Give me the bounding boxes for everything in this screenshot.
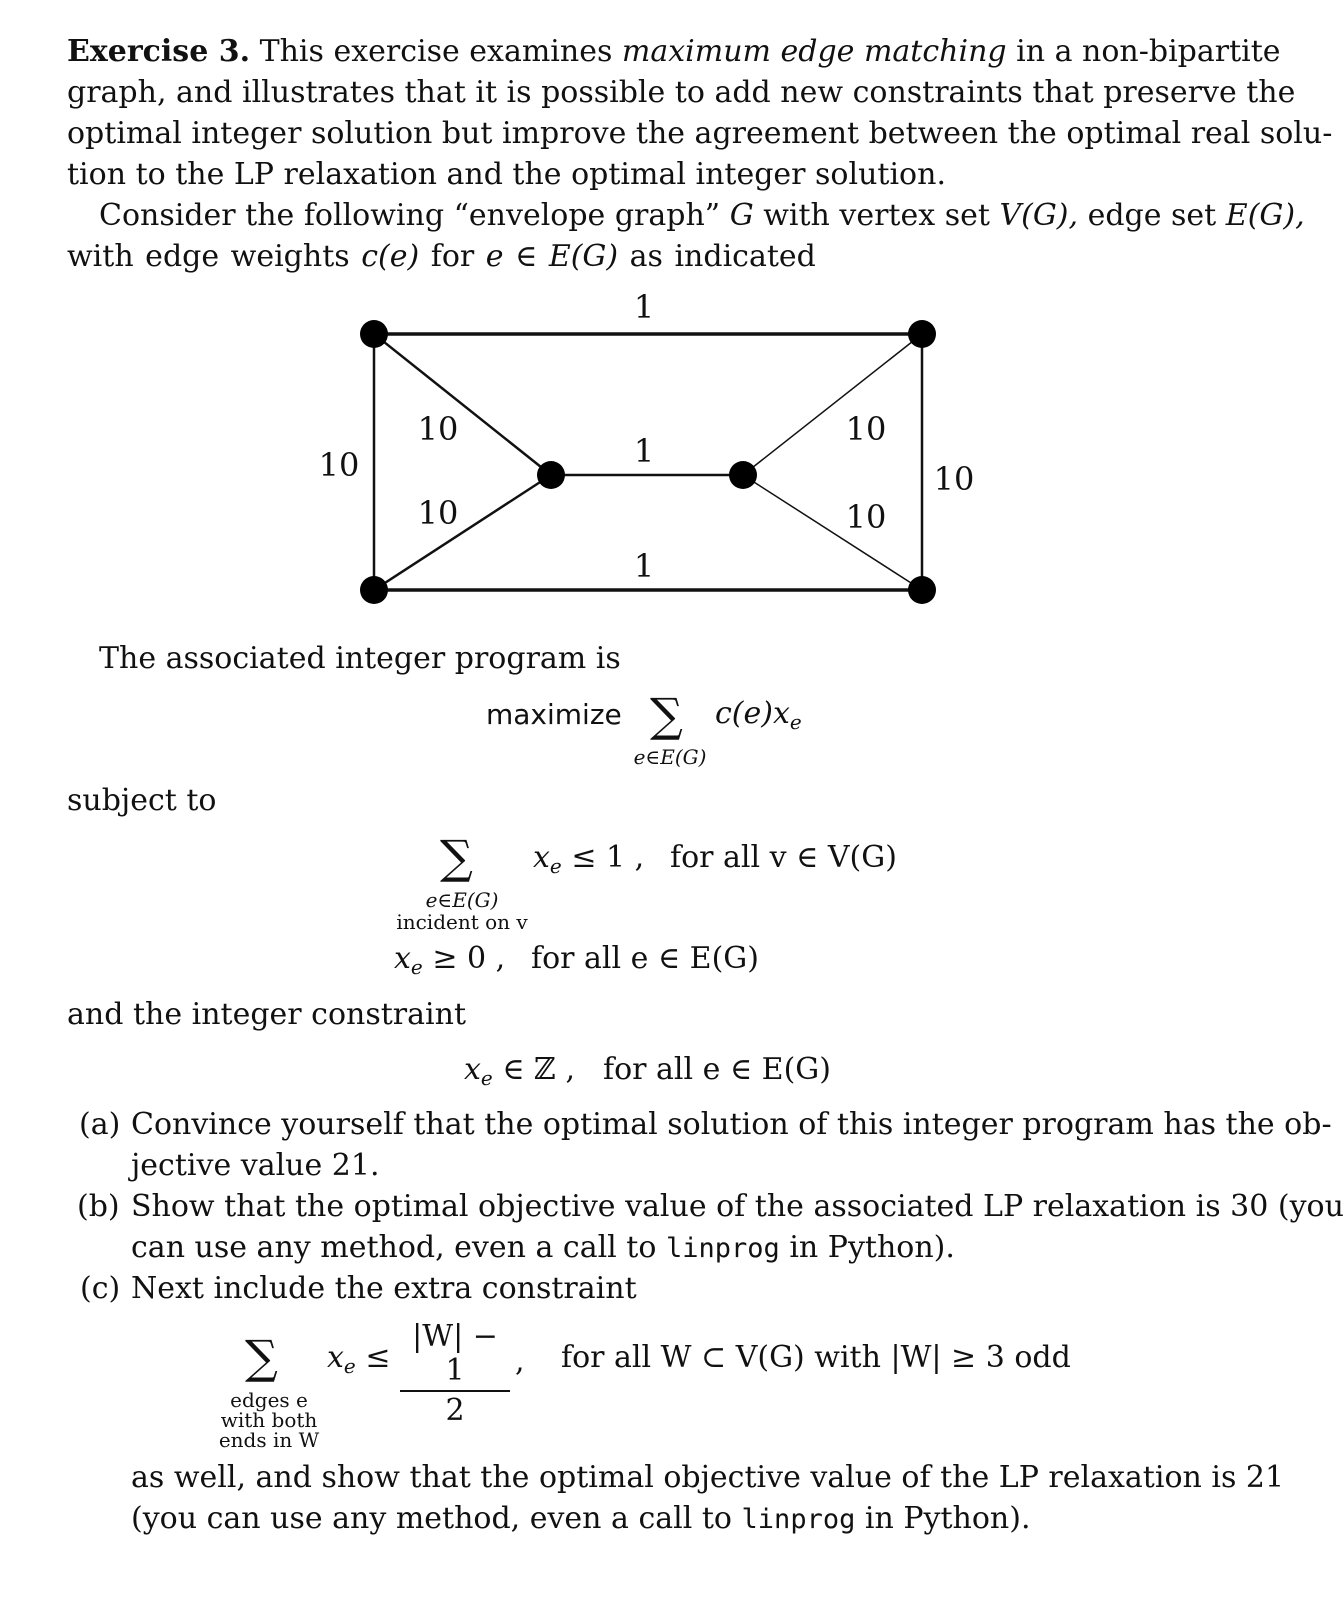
part-c-label: (c) bbox=[80, 1271, 121, 1306]
constraint1-sigma: ∑ bbox=[440, 830, 473, 884]
objective-sum-index: e∈E(G) bbox=[633, 745, 707, 769]
constraint2-lhs: $x_e \ge 0$ , bbox=[394, 941, 506, 979]
vertex-mid-left bbox=[537, 461, 565, 489]
weight-tl-diag: 10 bbox=[417, 410, 459, 448]
vertex-mid-right bbox=[729, 461, 757, 489]
constraint4-comma: , bbox=[515, 1344, 525, 1379]
part-a-line-1: Convince yourself that the optimal solution of this integer program has the ob- bbox=[131, 1107, 1332, 1142]
part-c-line-1: Next include the extra constraint bbox=[131, 1271, 637, 1306]
part-a-line-2: jective value 21. bbox=[131, 1148, 380, 1183]
intro-line-2: graph, and illustrates that it is possible to add new constraints that preserve the bbox=[67, 75, 1296, 110]
constraint4-index-3: ends in W bbox=[218, 1428, 320, 1452]
objective-maximize: maximize bbox=[486, 698, 622, 731]
code-linprog: linprog bbox=[665, 1233, 780, 1264]
fraction-numerator: |W| − 1 bbox=[412, 1319, 498, 1388]
intro-line-3: optimal integer solution but improve the agreement between the optimal real solu- bbox=[67, 116, 1333, 151]
constraint4-index-2: with both bbox=[220, 1408, 318, 1432]
weight-right: 10 bbox=[933, 460, 975, 498]
vertex-bottom-left bbox=[360, 576, 388, 604]
exercise-heading: Exercise 3. bbox=[67, 34, 251, 69]
intro-line-4: tion to the LP relaxation and the optimal integer solution. bbox=[67, 157, 946, 192]
vertex-bottom-right bbox=[908, 576, 936, 604]
consider-line-2: with edge weights c(e) for e ∈ E(G) as indicated bbox=[67, 239, 816, 274]
weight-bottom: 1 bbox=[633, 547, 655, 585]
constraint4-domain: for all W ⊂ V(G) with |W| ≥ 3 odd bbox=[561, 1340, 1071, 1375]
constraint1-lhs: $x_e \le 1$ , bbox=[533, 840, 645, 878]
constraint4-sigma: ∑ bbox=[245, 1330, 278, 1384]
edge-tl-diag bbox=[374, 334, 551, 475]
fraction-bar bbox=[400, 1390, 510, 1392]
vertex-top-left bbox=[360, 320, 388, 348]
objective-sigma: ∑ bbox=[650, 688, 683, 742]
weight-top: 1 bbox=[633, 288, 655, 326]
constraint3-lhs: $x_e$ ∈ ℤ , bbox=[464, 1052, 576, 1090]
weight-tr-diag: 10 bbox=[845, 410, 887, 448]
weight-br-diag: 10 bbox=[845, 498, 887, 536]
fraction-denominator: 2 bbox=[445, 1393, 465, 1428]
weight-bl-diag: 10 bbox=[417, 494, 459, 532]
part-b-line-2: can use any method, even a call to linprog in Python). bbox=[131, 1230, 955, 1265]
part-c-line-2: as well, and show that the optimal objective value of the LP relaxation is 21 bbox=[131, 1460, 1285, 1495]
envelope-graph bbox=[0, 0, 1333, 640]
part-a-label: (a) bbox=[79, 1107, 121, 1142]
edge-tr-diag bbox=[743, 334, 922, 475]
weight-left: 10 bbox=[318, 446, 360, 484]
constraint1-index-2: incident on v bbox=[396, 910, 528, 934]
objective-term: $c(e)x_e$ bbox=[715, 696, 802, 734]
part-b-label: (b) bbox=[77, 1189, 120, 1224]
part-b-line-1: Show that the optimal objective value of the associated LP relaxation is 30 (you bbox=[131, 1189, 1344, 1224]
subject-to: subject to bbox=[67, 783, 217, 818]
edge-br-diag bbox=[743, 475, 922, 590]
emphasis-maximum-edge-matching: maximum edge matching bbox=[621, 34, 1007, 69]
edge-bl-diag bbox=[374, 475, 551, 590]
weight-middle: 1 bbox=[633, 432, 655, 470]
constraint2-domain: for all e ∈ E(G) bbox=[531, 941, 759, 976]
code-linprog: linprog bbox=[741, 1504, 856, 1535]
constraint4-lhs: $x_e$ ≤ bbox=[327, 1340, 391, 1378]
vertex-top-right bbox=[908, 320, 936, 348]
intro-line-1: Exercise 3. This exercise examines maximum edge matching in a non-bipartite bbox=[67, 34, 1281, 69]
constraint1-index-1: e∈E(G) bbox=[425, 888, 499, 912]
integer-intro: and the integer constraint bbox=[67, 997, 467, 1032]
constraint4-fraction bbox=[400, 1320, 510, 1428]
constraint3-domain: for all e ∈ E(G) bbox=[603, 1052, 831, 1087]
constraint4-index-1: edges e bbox=[230, 1388, 308, 1412]
part-c-line-3: (you can use any method, even a call to linprog in Python). bbox=[131, 1501, 1031, 1536]
constraint1-domain: for all v ∈ V(G) bbox=[670, 840, 897, 875]
program-intro: The associated integer program is bbox=[99, 641, 621, 676]
consider-line-1: Consider the following “envelope graph” G with vertex set V(G), edge set E(G), bbox=[99, 198, 1305, 233]
